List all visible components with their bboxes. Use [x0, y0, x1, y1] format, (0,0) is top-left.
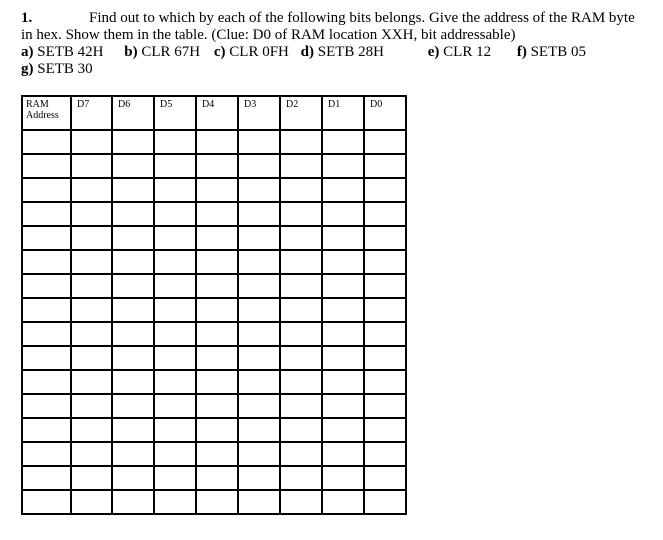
- bit-cell: [71, 226, 112, 250]
- bit-cell: [112, 490, 154, 514]
- bit-cell: [364, 466, 406, 490]
- bit-cell: [196, 346, 238, 370]
- bit-cell: [154, 250, 196, 274]
- bit-cell: [71, 298, 112, 322]
- bit-cell: [322, 298, 364, 322]
- bit-cell: [322, 346, 364, 370]
- bit-cell: [364, 442, 406, 466]
- bit-cell: [71, 370, 112, 394]
- question-line-2: in hex. Show them in the table. (Clue: D0 of RAM location XXH, bit addressable): [21, 27, 516, 43]
- bit-cell: [112, 250, 154, 274]
- bit-cell: [71, 346, 112, 370]
- bit-cell: [322, 466, 364, 490]
- bit-cell: [71, 274, 112, 298]
- bit-cell: [364, 202, 406, 226]
- bit-cell: [112, 346, 154, 370]
- ram-address-cell: [22, 226, 71, 250]
- bit-cell: [238, 226, 280, 250]
- option-a: a) SETB 42H: [21, 44, 104, 60]
- bit-cell: [322, 226, 364, 250]
- bit-cell: [196, 466, 238, 490]
- ram-address-cell: [22, 178, 71, 202]
- question-text-1: Find out to which by each of the following bits belongs. Give the address of the RAM byte: [89, 10, 635, 26]
- question-block: [21, 10, 651, 78]
- bit-cell: [322, 202, 364, 226]
- bit-cell: [280, 130, 322, 154]
- table-row: [22, 442, 406, 466]
- table-row: [22, 178, 406, 202]
- bit-cell: [364, 322, 406, 346]
- bit-cell: [112, 370, 154, 394]
- bit-cell: [238, 250, 280, 274]
- ram-address-cell: [22, 370, 71, 394]
- bit-cell: [364, 394, 406, 418]
- bit-cell: [238, 394, 280, 418]
- bit-cell: [196, 178, 238, 202]
- bit-cell: [154, 490, 196, 514]
- header-d1: D1: [322, 96, 364, 130]
- question-line-1: [21, 10, 651, 27]
- bit-cell: [154, 394, 196, 418]
- header-d7: D7: [71, 96, 112, 130]
- table-row: [22, 202, 406, 226]
- bit-cell: [196, 130, 238, 154]
- ram-address-cell: [22, 346, 71, 370]
- bit-cell: [112, 154, 154, 178]
- bit-cell: [112, 226, 154, 250]
- ram-address-cell: [22, 394, 71, 418]
- question-number: 1.: [21, 10, 33, 26]
- bit-cell: [322, 370, 364, 394]
- option-g: g) SETB 30: [21, 61, 93, 77]
- bit-cell: [280, 154, 322, 178]
- table-row: [22, 250, 406, 274]
- bit-cell: [154, 466, 196, 490]
- option-d: d) SETB 28H: [300, 44, 384, 60]
- bit-cell: [364, 178, 406, 202]
- bit-cell: [280, 466, 322, 490]
- header-ram-address: RAM Address: [22, 96, 71, 130]
- bit-cell: [196, 442, 238, 466]
- bit-cell: [112, 466, 154, 490]
- bit-cell: [112, 394, 154, 418]
- bit-cell: [364, 298, 406, 322]
- bit-cell: [154, 442, 196, 466]
- bit-cell: [112, 298, 154, 322]
- bit-cell: [196, 322, 238, 346]
- header-d4: D4: [196, 96, 238, 130]
- table-row: [22, 418, 406, 442]
- bit-cell: [71, 130, 112, 154]
- bit-cell: [322, 394, 364, 418]
- bit-cell: [196, 274, 238, 298]
- bit-cell: [280, 298, 322, 322]
- bit-cell: [322, 130, 364, 154]
- bit-cell: [238, 322, 280, 346]
- bit-cell: [154, 274, 196, 298]
- bit-cell: [71, 490, 112, 514]
- ram-address-cell: [22, 466, 71, 490]
- option-b: b) CLR 67H: [124, 44, 201, 60]
- bit-cell: [154, 130, 196, 154]
- bit-cell: [364, 250, 406, 274]
- bit-cell: [112, 178, 154, 202]
- bit-cell: [364, 418, 406, 442]
- bit-cell: [322, 154, 364, 178]
- bit-cell: [238, 298, 280, 322]
- bit-cell: [154, 418, 196, 442]
- bit-cell: [154, 202, 196, 226]
- bit-cell: [196, 298, 238, 322]
- bit-cell: [71, 250, 112, 274]
- bit-cell: [71, 418, 112, 442]
- bit-cell: [238, 466, 280, 490]
- bit-cell: [238, 370, 280, 394]
- ram-address-cell: [22, 490, 71, 514]
- bit-cell: [112, 202, 154, 226]
- table-row: [22, 130, 406, 154]
- bit-cell: [154, 178, 196, 202]
- bit-cell: [112, 442, 154, 466]
- answer-table: [21, 95, 407, 515]
- header-d2: D2: [280, 96, 322, 130]
- bit-cell: [322, 418, 364, 442]
- bit-cell: [238, 130, 280, 154]
- bit-cell: [280, 346, 322, 370]
- ram-address-cell: [22, 274, 71, 298]
- bit-cell: [364, 370, 406, 394]
- bit-cell: [322, 178, 364, 202]
- bit-cell: [154, 346, 196, 370]
- bit-cell: [154, 370, 196, 394]
- option-e: e) CLR 12: [427, 44, 492, 60]
- bit-cell: [196, 250, 238, 274]
- bit-cell: [280, 250, 322, 274]
- bit-cell: [196, 202, 238, 226]
- table-row: [22, 154, 406, 178]
- bit-cell: [280, 274, 322, 298]
- bit-cell: [196, 490, 238, 514]
- options-line-1: [21, 44, 651, 61]
- bit-cell: [280, 322, 322, 346]
- bit-cell: [238, 346, 280, 370]
- bit-cell: [196, 154, 238, 178]
- ram-address-cell: [22, 418, 71, 442]
- table-row: [22, 466, 406, 490]
- bit-cell: [154, 298, 196, 322]
- ram-address-cell: [22, 130, 71, 154]
- bit-cell: [280, 370, 322, 394]
- ram-address-cell: [22, 442, 71, 466]
- bit-cell: [71, 466, 112, 490]
- bit-cell: [280, 490, 322, 514]
- bit-cell: [364, 154, 406, 178]
- bit-cell: [154, 322, 196, 346]
- option-c: c) CLR 0FH: [213, 44, 289, 60]
- bit-cell: [364, 490, 406, 514]
- bit-cell: [71, 154, 112, 178]
- bit-cell: [238, 202, 280, 226]
- bit-cell: [112, 322, 154, 346]
- bit-cell: [71, 442, 112, 466]
- bit-cell: [196, 370, 238, 394]
- ram-address-cell: [22, 322, 71, 346]
- options-line-2: [21, 61, 651, 78]
- table-row: [22, 346, 406, 370]
- table-row: [22, 274, 406, 298]
- bit-cell: [154, 154, 196, 178]
- bit-cell: [280, 202, 322, 226]
- bit-cell: [280, 442, 322, 466]
- bit-cell: [154, 226, 196, 250]
- bit-cell: [364, 130, 406, 154]
- bit-cell: [112, 418, 154, 442]
- header-d0: D0: [364, 96, 406, 130]
- bit-cell: [280, 418, 322, 442]
- table-row: [22, 298, 406, 322]
- ram-address-cell: [22, 202, 71, 226]
- table-row: [22, 394, 406, 418]
- bit-cell: [238, 418, 280, 442]
- header-d6: D6: [112, 96, 154, 130]
- bit-cell: [112, 130, 154, 154]
- ram-address-cell: [22, 298, 71, 322]
- table-row: [22, 322, 406, 346]
- bit-cell: [322, 322, 364, 346]
- option-f: f) SETB 05: [516, 44, 587, 60]
- bit-cell: [112, 274, 154, 298]
- bit-cell: [71, 322, 112, 346]
- bit-cell: [280, 394, 322, 418]
- bit-cell: [280, 178, 322, 202]
- table-row: [22, 226, 406, 250]
- bit-cell: [196, 394, 238, 418]
- bit-cell: [71, 178, 112, 202]
- bit-cell: [238, 274, 280, 298]
- header-d3: D3: [238, 96, 280, 130]
- bit-cell: [71, 394, 112, 418]
- bit-cell: [71, 202, 112, 226]
- bit-cell: [322, 442, 364, 466]
- bit-cell: [322, 250, 364, 274]
- ram-address-cell: [22, 154, 71, 178]
- bit-cell: [322, 274, 364, 298]
- header-d5: D5: [154, 96, 196, 130]
- ram-address-cell: [22, 250, 71, 274]
- bit-cell: [280, 226, 322, 250]
- bit-cell: [364, 346, 406, 370]
- bit-cell: [238, 154, 280, 178]
- bit-cell: [238, 490, 280, 514]
- table-row: [22, 370, 406, 394]
- bit-cell: [364, 274, 406, 298]
- bit-cell: [364, 226, 406, 250]
- bit-cell: [238, 442, 280, 466]
- bit-cell: [322, 490, 364, 514]
- table-row: [22, 490, 406, 514]
- bit-cell: [238, 178, 280, 202]
- bit-cell: [196, 226, 238, 250]
- table-header-row: [22, 96, 406, 130]
- bit-cell: [196, 418, 238, 442]
